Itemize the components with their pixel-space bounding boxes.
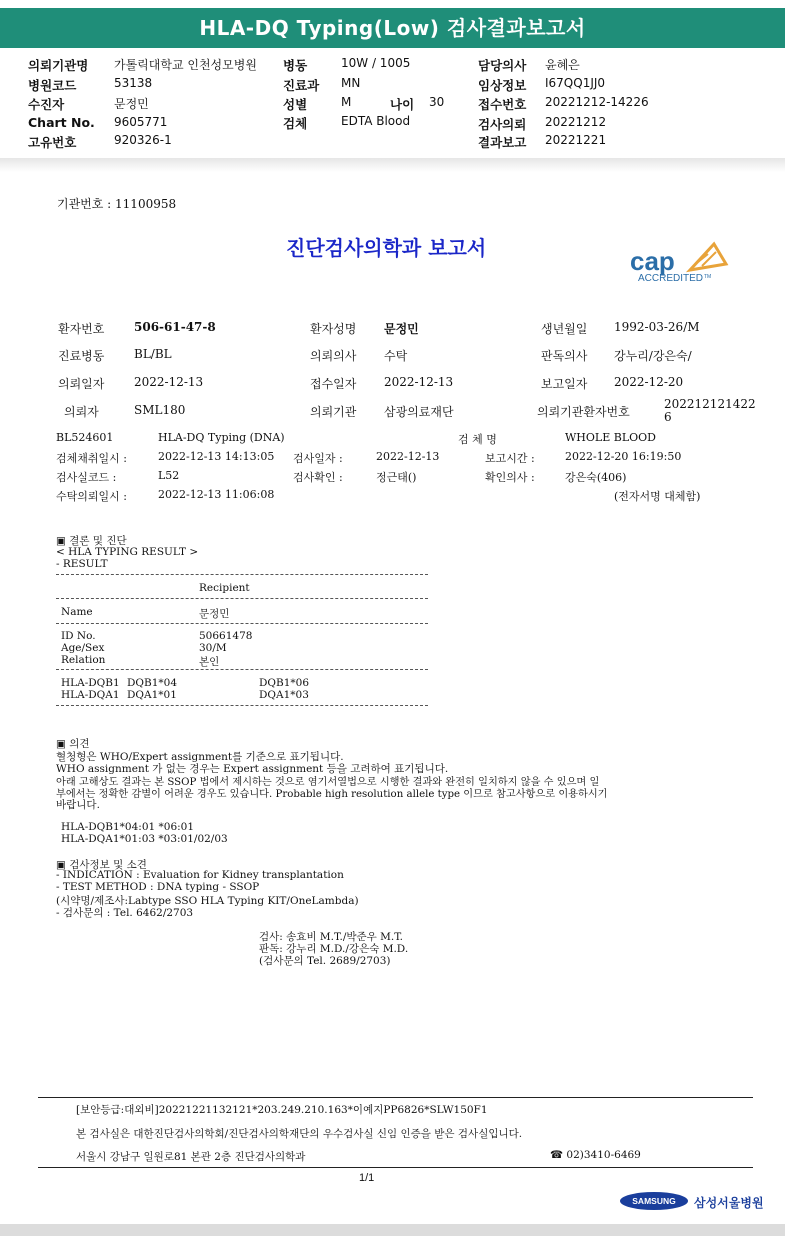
testinfo-heading: ▣ 검사정보 및 소견 xyxy=(56,859,147,871)
header-value: 20221221 xyxy=(545,133,607,147)
result-heading: ▣ 결론 및 진단 xyxy=(56,535,127,547)
info-value: 506-61-47-8 xyxy=(134,320,216,334)
info-value-overflow: 6 xyxy=(664,410,672,424)
comment-heading: ▣ 의견 xyxy=(56,738,90,750)
locus-name: HLA-DQB1 xyxy=(61,677,120,689)
cap-logo-subtext: ACCREDITED xyxy=(638,273,704,284)
cap-accredited-logo xyxy=(628,240,738,286)
header-label: 나이 xyxy=(390,97,415,112)
hospital-name: 삼성서울병원 xyxy=(694,1196,764,1210)
allele-detail: HLA-DQB1*04:01 *06:01 xyxy=(61,821,195,833)
labcode-value: L52 xyxy=(158,469,180,482)
info-value: 강누리/강은숙/ xyxy=(614,349,692,363)
signature-line: 검사: 송효비 M.T./박준우 M.T. xyxy=(259,931,404,943)
header-value: 9605771 xyxy=(114,115,168,129)
header-label: 수진자 xyxy=(28,97,65,112)
dashed-divider xyxy=(56,574,428,575)
report-title: 진단검사의학과 보고서 xyxy=(286,236,487,260)
comment-line: 혈청형은 WHO/Expert assignment를 기준으로 표기됩니다. xyxy=(56,751,344,763)
header-label: 임상정보 xyxy=(478,78,527,93)
info-label: 의뢰기관환자번호 xyxy=(537,405,630,419)
agesex-value: 30/M xyxy=(199,642,227,654)
esign-note: (전자서명 대체함) xyxy=(614,490,701,503)
allele-detail: HLA-DQA1*01:03 *03:01/02/03 xyxy=(61,833,228,845)
header-label: 병동 xyxy=(283,58,308,73)
collect-value: 2022-12-13 14:13:05 xyxy=(158,450,275,463)
header-value: MN xyxy=(341,76,361,90)
allele-1: DQB1*04 xyxy=(127,677,178,689)
header-label: 검사의뢰 xyxy=(478,117,527,132)
header-value: 20221212-14226 xyxy=(545,95,649,109)
security-stamp: [보안등급:대외비]20221221132121*203.249.210.163*이예지PP6826*SLW150F1 xyxy=(76,1104,488,1116)
info-value: 문정민 xyxy=(384,322,419,336)
header-value: 10W / 1005 xyxy=(341,56,411,70)
header-value: I67QQ1JJ0 xyxy=(545,76,606,90)
request-value: 2022-12-13 11:06:08 xyxy=(158,488,275,501)
info-label: 판독의사 xyxy=(541,349,588,363)
testdate-label: 검사일자 : xyxy=(293,452,343,465)
doctor-value: 강은숙(406) xyxy=(565,471,627,484)
info-value: BL/BL xyxy=(134,347,172,361)
allele-2: DQA1*03 xyxy=(259,689,309,701)
info-value: 2022-12-13 xyxy=(134,375,204,389)
header-label: 고유번호 xyxy=(28,135,77,150)
header-label: 성별 xyxy=(283,97,308,112)
labcode-label: 검사실코드 : xyxy=(56,471,117,484)
header-label: 검체 xyxy=(283,116,308,131)
reporttime-value: 2022-12-20 16:19:50 xyxy=(565,450,682,463)
comment-line: 아래 고해상도 결과는 본 SSOP 법에서 제시하는 것으로 염기서열법으로 시행한 결과와 완전히 일치하지 않을 수 있으며 일 xyxy=(56,777,600,788)
hospital-logo xyxy=(620,1190,770,1214)
info-label: 진료병동 xyxy=(58,349,105,363)
header-value: EDTA Blood xyxy=(341,114,411,128)
info-label: 의뢰의사 xyxy=(310,349,357,363)
header-value: 20221212 xyxy=(545,115,607,129)
dashed-divider xyxy=(56,669,428,670)
header-label: 담당의사 xyxy=(478,58,527,73)
header-label: 진료과 xyxy=(283,78,320,93)
info-value: SML180 xyxy=(134,403,186,417)
specimen-label: 검 체 명 xyxy=(458,433,497,446)
info-label: 접수일자 xyxy=(310,377,357,391)
footer-divider xyxy=(38,1167,753,1168)
agesex-label: Age/Sex xyxy=(61,642,105,654)
header-label: 접수번호 xyxy=(478,97,527,112)
cap-logo-text: cap xyxy=(630,246,675,276)
signature-line: (검사문의 Tel. 2689/2703) xyxy=(259,955,391,967)
recipient-header: Recipient xyxy=(199,582,250,594)
allele-2: DQB1*06 xyxy=(259,677,310,689)
result-subheading: - RESULT xyxy=(56,558,108,570)
allele-1: DQA1*01 xyxy=(127,689,177,701)
locus-name: HLA-DQA1 xyxy=(61,689,120,701)
header-label: 의뢰기관명 xyxy=(28,58,89,73)
doctor-label: 확인의사 : xyxy=(485,471,535,484)
header-value: M xyxy=(341,95,352,109)
test-code: BL524601 xyxy=(56,431,114,444)
info-value: 2022-12-20 xyxy=(614,375,684,389)
info-label: 생년월일 xyxy=(541,322,588,336)
cap-logo-trademark: TM xyxy=(704,274,712,280)
footer-divider xyxy=(38,1097,753,1098)
specimen-value: WHOLE BLOOD xyxy=(565,431,656,444)
page-number: 1/1 xyxy=(359,1172,375,1184)
header-divider-shade xyxy=(0,158,785,172)
info-label: 보고일자 xyxy=(541,377,588,391)
request-label: 수탁의뢰일시 : xyxy=(56,490,127,503)
testinfo-line: (시약명/제조사:Labtype SSO HLA Typing KIT/OneLambda) xyxy=(56,895,359,907)
info-value: 1992-03-26/M xyxy=(614,320,700,334)
comment-line: WHO assignment 가 없는 경우는 Expert assignment 등을 고려하여 표기됩니다. xyxy=(56,763,449,775)
info-label: 의뢰일자 xyxy=(58,377,105,391)
info-value: 2022-12-13 xyxy=(384,375,454,389)
name-value: 문정민 xyxy=(199,608,230,620)
info-label: 의뢰자 xyxy=(64,405,99,419)
institution-number: 기관번호 : 11100958 xyxy=(57,197,177,211)
page-bottom-margin xyxy=(0,1224,785,1236)
header-value: 문정민 xyxy=(114,97,149,111)
id-value: 50661478 xyxy=(199,630,253,642)
signature-line: 판독: 강누리 M.D./강은숙 M.D. xyxy=(259,943,409,955)
info-label: 환자성명 xyxy=(310,322,357,336)
dashed-divider xyxy=(56,623,428,624)
confirm-value: 정근태() xyxy=(376,471,417,484)
testinfo-line: - INDICATION : Evaluation for Kidney transplantation xyxy=(56,869,344,881)
test-name: HLA-DQ Typing (DNA) xyxy=(158,431,285,444)
comment-line: 바랍니다. xyxy=(56,799,100,811)
header-value: 윤혜은 xyxy=(545,58,580,72)
id-label: ID No. xyxy=(61,630,96,642)
reporttime-label: 보고시간 : xyxy=(485,452,535,465)
lab-address: 서울시 강남구 일원로81 본관 2층 진단검사의학과 xyxy=(76,1151,306,1163)
collect-label: 검체채취일시 : xyxy=(56,452,127,465)
name-label: Name xyxy=(61,606,93,618)
testinfo-line: - TEST METHOD : DNA typing - SSOP xyxy=(56,881,260,893)
comment-line: 부에서는 정확한 감별이 어려운 경우도 있습니다. Probable high resolution allele type 이므로 참고사항으로 이용하시기 xyxy=(56,789,608,800)
dashed-divider xyxy=(56,598,428,599)
header-value: 30 xyxy=(429,95,445,109)
lab-phone: ☎ 02)3410-6469 xyxy=(550,1149,641,1161)
header-value: 920326-1 xyxy=(114,133,172,147)
report-banner-title: HLA-DQ Typing(Low) 검사결과보고서 xyxy=(0,8,785,48)
header-label: 결과보고 xyxy=(478,135,527,150)
dashed-divider xyxy=(56,705,428,706)
header-value: 53138 xyxy=(114,76,153,90)
header-label: 병원코드 xyxy=(28,78,77,93)
info-value: 수탁 xyxy=(384,349,408,363)
result-subheading: < HLA TYPING RESULT > xyxy=(56,546,199,558)
certification-note: 본 검사실은 대한진단검사의학회/진단검사의학재단의 우수검사실 신임 인증을 받은 검사실입니다. xyxy=(76,1128,523,1140)
info-value: 삼광의료재단 xyxy=(384,405,454,419)
info-value: 202212121422 xyxy=(664,397,756,411)
header-value: 가톨릭대학교 인천성모병원 xyxy=(114,58,257,72)
info-label: 의뢰기관 xyxy=(310,405,357,419)
testdate-value: 2022-12-13 xyxy=(376,450,440,463)
info-label: 환자번호 xyxy=(58,322,105,336)
samsung-logo-icon: SAMSUNG xyxy=(620,1192,688,1210)
header-label: Chart No. xyxy=(28,115,95,130)
confirm-label: 검사확인 : xyxy=(293,471,343,484)
testinfo-line: - 검사문의 : Tel. 6462/2703 xyxy=(56,907,194,919)
relation-label: Relation xyxy=(61,654,106,666)
relation-value: 본인 xyxy=(199,656,220,668)
